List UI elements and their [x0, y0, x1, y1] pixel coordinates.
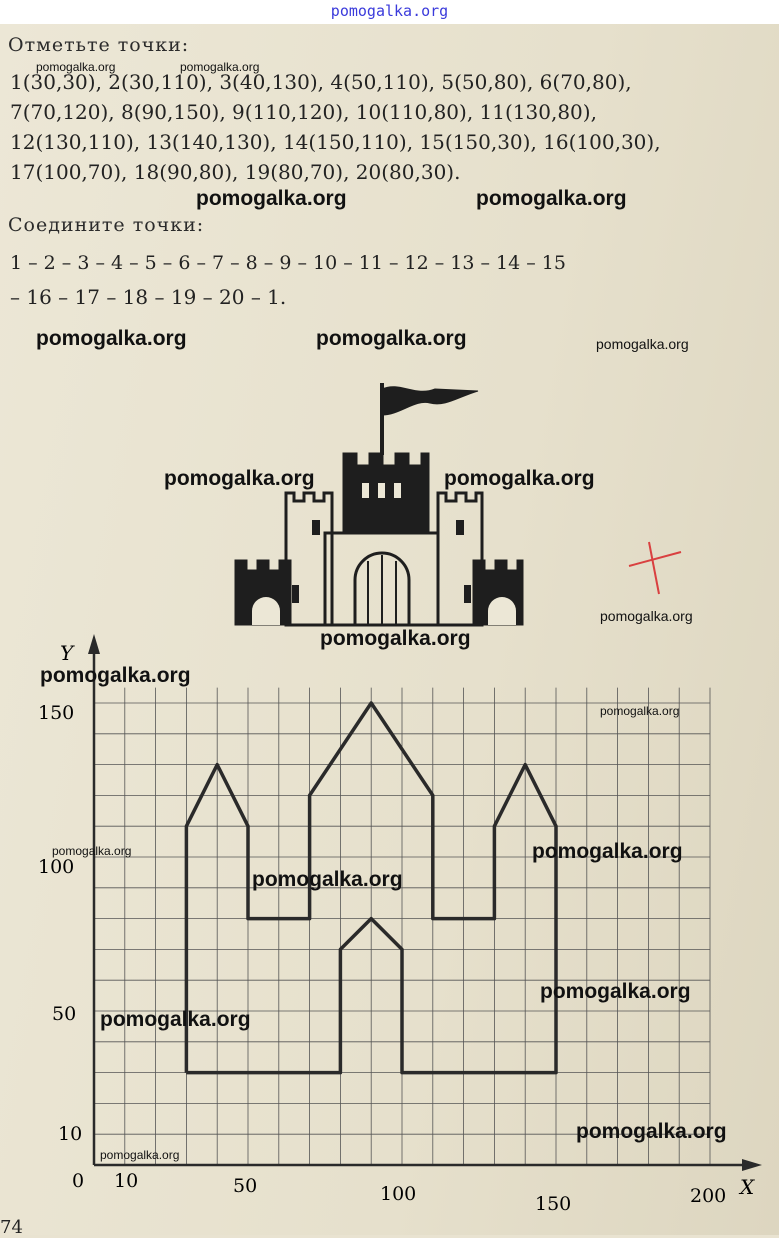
teacher-mark	[625, 538, 685, 598]
site-link[interactable]: pomogalka.org	[330, 2, 449, 20]
y-tick-50: 50	[52, 1003, 77, 1025]
watermark: pomogalka.org	[596, 336, 689, 352]
sequence-line-2: – 16 – 17 – 18 – 19 – 20 – 1.	[10, 285, 287, 309]
watermark: pomogalka.org	[180, 60, 260, 74]
watermark: pomogalka.org	[100, 1008, 251, 1031]
y-axis-label: Y	[60, 641, 74, 665]
header-bar	[0, 0, 779, 24]
sequence-line-1: 1 – 2 – 3 – 4 – 5 – 6 – 7 – 8 – 9 – 10 – 11 – 12 – 13 – 14 – 15	[10, 252, 566, 274]
page-number: 74	[0, 1217, 23, 1238]
watermark: pomogalka.org	[320, 627, 471, 650]
x-axis-arrow-icon	[742, 1159, 762, 1171]
mark-points-heading: Отметьте точки:	[8, 34, 190, 56]
x-tick-100: 100	[380, 1183, 417, 1205]
watermark: pomogalka.org	[444, 467, 595, 490]
watermark: pomogalka.org	[100, 1148, 180, 1162]
watermark: pomogalka.org	[164, 467, 315, 490]
points-line-2: 7(70,120), 8(90,150), 9(110,120), 10(110,80), 11(130,80),	[10, 100, 597, 124]
y-tick-150: 150	[38, 702, 75, 724]
watermark: pomogalka.org	[316, 327, 467, 350]
y-tick-100: 100	[38, 856, 75, 878]
watermark: pomogalka.org	[252, 868, 403, 891]
connect-points-heading: Соедините точки:	[8, 214, 205, 236]
watermark: pomogalka.org	[600, 704, 680, 718]
points-line-3: 12(130,110), 13(140,130), 14(150,110), 15(150,30), 16(100,30),	[10, 130, 661, 154]
watermark: pomogalka.org	[36, 327, 187, 350]
x-tick-10: 10	[114, 1170, 139, 1192]
x-tick-0: 0	[72, 1170, 85, 1192]
center-tower	[343, 453, 429, 533]
points-line-4: 17(100,70), 18(90,80), 19(80,70), 20(80,30).	[10, 160, 461, 184]
x-tick-150: 150	[535, 1193, 572, 1215]
watermark: pomogalka.org	[36, 60, 116, 74]
points-line-1: 1(30,30), 2(30,110), 3(40,130), 4(50,110), 5(50,80), 6(70,80),	[10, 70, 632, 94]
watermark: pomogalka.org	[532, 840, 683, 863]
watermark: pomogalka.org	[40, 664, 191, 687]
watermark: pomogalka.org	[540, 980, 691, 1003]
watermark: pomogalka.org	[600, 608, 693, 624]
x-axis-label: X	[740, 1175, 755, 1199]
watermark: pomogalka.org	[476, 187, 627, 210]
castle-illustration	[230, 375, 530, 635]
watermark: pomogalka.org	[576, 1120, 727, 1143]
watermark: pomogalka.org	[52, 844, 132, 858]
watermark: pomogalka.org	[196, 187, 347, 210]
y-tick-10: 10	[58, 1123, 83, 1145]
x-tick-200: 200	[690, 1185, 727, 1207]
x-tick-50: 50	[233, 1175, 258, 1197]
flag-icon	[382, 387, 478, 415]
y-axis-arrow-icon	[88, 634, 100, 654]
